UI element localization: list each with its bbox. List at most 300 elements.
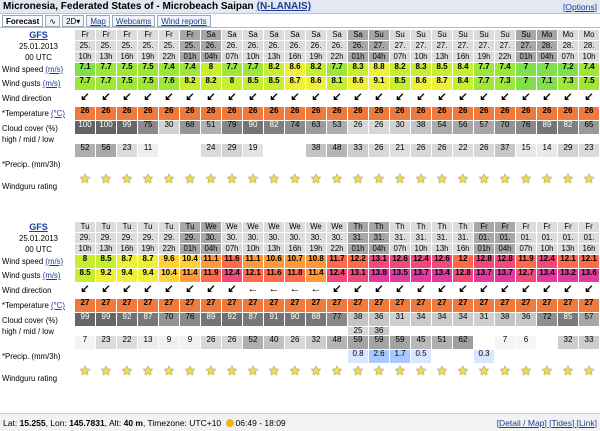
wind-direction-icon: ↙ [474, 283, 495, 299]
temperature-cell: 26 [453, 107, 474, 121]
cloud-low-cell [180, 144, 201, 158]
cloud-low-cell: 48 [327, 336, 348, 350]
hour-header-cell: 01h [516, 52, 537, 63]
wind-gusts-cell: 10.4 [159, 269, 180, 283]
star-icon: ★ [285, 172, 306, 202]
wind-gusts-cell: 8.6 [306, 77, 327, 91]
hour-header-cell: 04h [369, 244, 390, 255]
wind-direction-icon: ↙ [75, 283, 96, 299]
star-icon: ★ [264, 364, 285, 394]
options-link[interactable]: [Options] [562, 1, 597, 12]
hour-header-cell: 10h [411, 244, 432, 255]
star-icon: ★ [516, 364, 537, 394]
wind-direction-icon: ↙ [327, 91, 348, 107]
wind-speed-cell: 9.6 [159, 255, 180, 269]
date-header-cell: 26. [243, 41, 264, 52]
day-header-cell: Sa [264, 30, 285, 41]
wind-speed-cell: 11.7 [327, 255, 348, 269]
cloud-low-cell: 26 [201, 336, 222, 350]
day-header-cell: Sa [243, 30, 264, 41]
cloud-low-cell: 26 [411, 144, 432, 158]
date-header-cell: 01. [474, 233, 495, 244]
cloud-low-cell [537, 336, 558, 350]
hour-header-cell: 16h [579, 244, 600, 255]
wind-direction-icon: ↙ [264, 91, 285, 107]
temperature-cell: 27 [285, 299, 306, 313]
title-bar [0, 0, 600, 14]
star-icon: ★ [558, 172, 579, 202]
wind-direction-icon: ↙ [75, 91, 96, 107]
wind-direction-icon: ↙ [201, 91, 222, 107]
wind-speed-cell: 7 [537, 63, 558, 77]
cloud-high-cell: 70 [159, 313, 180, 327]
star-icon: ★ [537, 364, 558, 394]
wind-speed-label: Wind speed (m/s) [2, 257, 64, 266]
hour-header-cell: 01h [180, 244, 201, 255]
wind-direction-icon: ↙ [180, 91, 201, 107]
hour-header-cell: 13h [96, 244, 117, 255]
cloud-low-cell: 22 [117, 336, 138, 350]
star-icon: ★ [138, 364, 159, 394]
cloud-mid-cell [579, 327, 600, 336]
temperature-cell: 26 [474, 107, 495, 121]
wind-speed-cell: 11.6 [222, 255, 243, 269]
temperature-cell: 26 [369, 107, 390, 121]
cloud-high-cell: 31 [390, 313, 411, 327]
star-icon: ★ [390, 172, 411, 202]
date-header-cell: 27. [516, 41, 537, 52]
hour-header-cell: 13h [264, 52, 285, 63]
star-icon: ★ [327, 364, 348, 394]
hour-header-cell: 10h [75, 52, 96, 63]
model-date: 25.01.2013 [18, 42, 59, 51]
cloud-low-cell: 59 [369, 336, 390, 350]
wind-speed-cell: 7.4 [495, 63, 516, 77]
temperature-cell: 26 [117, 107, 138, 121]
cloud-low-cell: 56 [96, 144, 117, 158]
view-select[interactable]: 2D▾ [62, 15, 84, 27]
cloud-mid-cell: 25 [348, 327, 369, 336]
cloud-high-cell: 30 [159, 121, 180, 135]
temperature-cell: 26 [222, 107, 243, 121]
day-header-cell: Fr [474, 222, 495, 233]
wind-gusts-cell: 12.4 [327, 269, 348, 283]
day-header-cell: Su [411, 30, 432, 41]
day-header-cell: We [222, 222, 243, 233]
cloud-mid-cell [495, 135, 516, 144]
cloud-low-cell: 62 [453, 336, 474, 350]
star-icon: ★ [579, 364, 600, 394]
wind-gusts-cell: 9.4 [138, 269, 159, 283]
cloud-high-cell: 74 [285, 121, 306, 135]
cloud-high-cell: 79 [222, 121, 243, 135]
wind-speed-cell: 8.2 [390, 63, 411, 77]
star-icon: ★ [75, 172, 96, 202]
hour-header-cell: 13h [432, 52, 453, 63]
wind-speed-cell: 7.7 [96, 63, 117, 77]
hour-header-cell: 19h [138, 52, 159, 63]
wind-speed-cell: 8 [201, 63, 222, 77]
precip-cell [432, 350, 453, 364]
wind-direction-icon: ↙ [579, 91, 600, 107]
day-header-cell: Sa [306, 30, 327, 41]
cloud-mid-cell [495, 327, 516, 336]
wind-speed-cell: 7.4 [579, 63, 600, 77]
temperature-cell: 27 [222, 299, 243, 313]
temperature-cell: 27 [474, 299, 495, 313]
precip-label: *Precip. (mm/3h) [2, 160, 61, 169]
temperature-cell: 27 [537, 299, 558, 313]
temperature-cell: 26 [411, 107, 432, 121]
cloud-low-cell: 14 [537, 144, 558, 158]
wind-speed-cell: 7 [516, 63, 537, 77]
hour-header-cell: 16h [117, 52, 138, 63]
wind-direction-icon: ↙ [243, 91, 264, 107]
cloud-low-cell: 15 [516, 144, 537, 158]
precip-cell [432, 158, 453, 172]
cloud-high-cell: 89 [201, 313, 222, 327]
unit-link[interactable]: (m/s) [45, 257, 64, 266]
star-icon: ★ [159, 172, 180, 202]
date-header-cell: 28. [579, 41, 600, 52]
tab-wind-reports[interactable]: Wind reports [157, 15, 210, 27]
cloud-low-cell: 11 [138, 144, 159, 158]
wind-gusts-cell: 13.7 [474, 269, 495, 283]
cloud-mid-cell [474, 327, 495, 336]
wind-direction-icon: ↙ [96, 91, 117, 107]
date-header-cell: 29. [138, 233, 159, 244]
date-header-cell: 26. [306, 41, 327, 52]
date-header-cell: 27. [495, 41, 516, 52]
hour-header-cell: 01h [348, 244, 369, 255]
unit-link[interactable]: (m/s) [42, 271, 61, 280]
temperature-cell: 26 [579, 107, 600, 121]
tab-chart-icon[interactable]: ∿ [45, 15, 60, 27]
wind-gusts-cell: 7.7 [75, 77, 96, 91]
temperature-cell: 26 [75, 107, 96, 121]
cloud-high-cell: 70 [495, 121, 516, 135]
cloud-low-cell: 21 [390, 144, 411, 158]
hour-header-cell: 16h [117, 244, 138, 255]
hour-header-cell: 16h [453, 244, 474, 255]
wind-direction-label: Wind direction [2, 94, 52, 103]
temperature-cell: 26 [201, 107, 222, 121]
wind-direction-icon: ↙ [222, 91, 243, 107]
precip-cell [474, 158, 495, 172]
cloud-low-cell: 52 [243, 336, 264, 350]
day-header-cell: Fr [159, 30, 180, 41]
cloud-high-cell: 99 [75, 313, 96, 327]
star-icon: ★ [180, 364, 201, 394]
wind-direction-icon: ↙ [390, 91, 411, 107]
cloud-mid-cell [138, 327, 159, 336]
temperature-cell: 26 [264, 107, 285, 121]
wind-gusts-cell: 7.3 [495, 77, 516, 91]
unit-link[interactable]: (m/s) [42, 79, 61, 88]
date-header-cell: 30. [327, 233, 348, 244]
precip-cell [453, 350, 474, 364]
date-header-cell: 25. [138, 41, 159, 52]
day-header-cell: Tu [96, 222, 117, 233]
precip-cell [96, 350, 117, 364]
cloud-high-cell: 36 [369, 313, 390, 327]
cloud-low-cell [264, 144, 285, 158]
cloud-mid-cell [327, 327, 348, 336]
star-icon: ★ [306, 172, 327, 202]
cloud-low-cell [285, 144, 306, 158]
cloud-high-cell: 56 [453, 121, 474, 135]
wind-speed-cell: 7.5 [138, 63, 159, 77]
cloud-mid-cell [159, 135, 180, 144]
cloud-mid-cell [96, 327, 117, 336]
cloud-low-cell: 6 [516, 336, 537, 350]
cloud-low-cell: 33 [348, 144, 369, 158]
forecast-block [0, 222, 600, 412]
star-icon: ★ [432, 364, 453, 394]
cloud-high-cell: 26 [369, 121, 390, 135]
unit-link[interactable]: (°C) [50, 301, 65, 310]
precip-cell [264, 158, 285, 172]
precip-cell [138, 158, 159, 172]
footer [0, 413, 600, 431]
precip-cell [75, 350, 96, 364]
wind-gusts-cell: 7 [516, 77, 537, 91]
temperature-cell: 26 [327, 107, 348, 121]
cloud-high-cell: 87 [243, 313, 264, 327]
forecast-grid [75, 30, 600, 202]
tab-forecast[interactable]: Forecast [2, 15, 43, 27]
hour-header-cell: 07h [558, 52, 579, 63]
day-header-cell: Fr [579, 222, 600, 233]
precip-cell [222, 158, 243, 172]
cloud-mid-cell [138, 135, 159, 144]
precip-cell [180, 158, 201, 172]
date-header-cell: 31. [453, 233, 474, 244]
wind-direction-icon: ↙ [516, 283, 537, 299]
cloud-mid-cell [327, 135, 348, 144]
day-header-cell: Th [432, 222, 453, 233]
temperature-cell: 27 [327, 299, 348, 313]
temperature-cell: 26 [243, 107, 264, 121]
wind-gusts-cell: 8.5 [390, 77, 411, 91]
star-icon: ★ [96, 172, 117, 202]
wind-speed-cell: 8.6 [285, 63, 306, 77]
wind-gusts-cell: 12.8 [453, 269, 474, 283]
hour-header-cell: 22h [327, 52, 348, 63]
wind-direction-icon: ↙ [96, 283, 117, 299]
cloud-high-cell: 92 [117, 313, 138, 327]
tab-map[interactable]: Map [86, 15, 110, 27]
cloud-low-cell: 7 [75, 336, 96, 350]
temperature-cell: 26 [390, 107, 411, 121]
wind-gusts-cell: 8.4 [453, 77, 474, 91]
unit-link[interactable]: (m/s) [45, 65, 64, 74]
precip-cell [516, 350, 537, 364]
wind-gusts-cell: 8.7 [285, 77, 306, 91]
cloud-low-cell: 13 [138, 336, 159, 350]
temperature-cell: 27 [117, 299, 138, 313]
date-header-cell: 25. [117, 41, 138, 52]
precip-cell [537, 350, 558, 364]
date-header-cell: 01. [537, 233, 558, 244]
date-header-cell: 26. [348, 41, 369, 52]
wind-direction-icon: ↙ [348, 91, 369, 107]
cloud-low-cell: 59 [390, 336, 411, 350]
star-icon: ★ [474, 172, 495, 202]
wind-direction-icon: ↙ [579, 283, 600, 299]
date-header-cell: 28. [558, 41, 579, 52]
hour-header-cell: 01h [180, 52, 201, 63]
star-icon: ★ [222, 172, 243, 202]
precip-cell [369, 158, 390, 172]
cloud-high-cell: 63 [306, 121, 327, 135]
date-header-cell: 26. [222, 41, 243, 52]
day-header-cell: Su [453, 30, 474, 41]
sun-icon [226, 419, 234, 427]
date-header-cell: 01. [516, 233, 537, 244]
precip-cell: 0.3 [474, 350, 495, 364]
temperature-cell: 26 [159, 107, 180, 121]
cloud-mid-cell [558, 135, 579, 144]
wind-gusts-cell: 7.5 [117, 77, 138, 91]
cloud-mid-cell [96, 135, 117, 144]
date-header-cell: 26. [285, 41, 306, 52]
precip-cell [327, 350, 348, 364]
model-link[interactable]: GFS [29, 30, 48, 40]
wind-gusts-cell: 12.1 [243, 269, 264, 283]
day-header-cell: Th [369, 222, 390, 233]
wind-direction-icon: ↙ [453, 91, 474, 107]
cloud-high-cell: 34 [432, 313, 453, 327]
unit-link[interactable]: (°C) [50, 109, 65, 118]
day-header-cell: Tu [180, 222, 201, 233]
star-icon: ★ [243, 364, 264, 394]
wind-speed-cell: 8 [75, 255, 96, 269]
precip-cell [243, 158, 264, 172]
star-icon: ★ [453, 172, 474, 202]
hour-header-cell: 19h [138, 244, 159, 255]
cloud-high-cell: 88 [306, 313, 327, 327]
star-icon: ★ [117, 172, 138, 202]
temperature-cell: 26 [516, 107, 537, 121]
cloud-high-cell: 90 [243, 121, 264, 135]
footer-links[interactable]: [Detail / Map] [Tides] [Link] [496, 417, 597, 428]
date-header-cell: 25. [180, 41, 201, 52]
hour-header-cell: 10h [75, 244, 96, 255]
wind-speed-cell: 7.2 [558, 63, 579, 77]
cloud-mid-cell [453, 135, 474, 144]
spot-code-link[interactable]: (N-LANAIS) [256, 1, 312, 12]
wind-speed-cell: 7.7 [243, 63, 264, 77]
temperature-cell: 27 [138, 299, 159, 313]
wind-gusts-cell: 13.7 [495, 269, 516, 283]
star-icon: ★ [432, 172, 453, 202]
model-link[interactable]: GFS [29, 222, 48, 232]
temperature-cell: 26 [138, 107, 159, 121]
cloud-low-cell: 37 [495, 144, 516, 158]
model-run: 00 UTC [25, 53, 52, 62]
day-header-cell: Fr [516, 222, 537, 233]
wind-speed-cell: 11.9 [516, 255, 537, 269]
cloud-mid-cell [390, 327, 411, 336]
wind-speed-cell: 8.3 [348, 63, 369, 77]
page-title: Micronesia, Federated States of - Microbeach Saipan (N-LANAIS) [3, 1, 312, 12]
cloud-mid-cell [285, 327, 306, 336]
cloud-high-cell: 31 [474, 313, 495, 327]
cloud-mid-cell [201, 327, 222, 336]
star-icon: ★ [180, 172, 201, 202]
day-header-cell: We [201, 222, 222, 233]
cloud-mid-cell [75, 327, 96, 336]
wind-direction-icon: ↙ [327, 283, 348, 299]
cloud-mid-cell [390, 135, 411, 144]
cloud-mid-cell [558, 327, 579, 336]
day-header-cell: We [306, 222, 327, 233]
wind-gusts-cell: 8.6 [411, 77, 432, 91]
tab-webcams[interactable]: Webcams [112, 15, 155, 27]
cloud-high-cell: 87 [138, 313, 159, 327]
wind-direction-icon: ↙ [159, 91, 180, 107]
hour-header-cell: 19h [306, 244, 327, 255]
wind-direction-icon: ← [285, 283, 306, 299]
cloud-mid-cell [117, 135, 138, 144]
hour-header-cell: 19h [474, 52, 495, 63]
wind-speed-cell: 13.1 [369, 255, 390, 269]
cloud-mid-cell [411, 327, 432, 336]
hour-header-cell: 10h [411, 52, 432, 63]
date-header-cell: 27. [474, 41, 495, 52]
wind-gusts-cell: 8.5 [243, 77, 264, 91]
cloud-mid-cell [222, 327, 243, 336]
date-header-cell: 26. [327, 41, 348, 52]
date-header-cell: 26. [201, 41, 222, 52]
precip-cell [117, 158, 138, 172]
precip-cell [243, 350, 264, 364]
temperature-cell: 27 [96, 299, 117, 313]
temperature-cell: 27 [390, 299, 411, 313]
date-header-cell: 30. [201, 233, 222, 244]
wind-direction-label: Wind direction [2, 286, 52, 295]
cloud-cover-label: Cloud cover (%) high / mid / low [2, 316, 58, 336]
wind-direction-icon: ↙ [495, 91, 516, 107]
windguru-rating-label: Windguru rating [2, 374, 58, 383]
precip-cell: 1.7 [390, 350, 411, 364]
wind-speed-cell: 12.6 [390, 255, 411, 269]
date-header-cell: 31. [432, 233, 453, 244]
wind-gusts-label: Wind gusts (m/s) [2, 271, 61, 280]
precip-cell [75, 158, 96, 172]
wind-speed-cell: 8.3 [411, 63, 432, 77]
cloud-mid-cell [306, 327, 327, 336]
day-header-cell: Fr [117, 30, 138, 41]
precip-cell: 2.6 [369, 350, 390, 364]
wind-gusts-cell: 7.5 [138, 77, 159, 91]
date-header-cell: 29. [96, 233, 117, 244]
hour-header-cell: 07h [222, 244, 243, 255]
temperature-cell: 26 [306, 107, 327, 121]
temperature-cell: 26 [432, 107, 453, 121]
cloud-high-cell: 34 [453, 313, 474, 327]
hour-header-cell: 10h [243, 244, 264, 255]
temperature-cell: 26 [180, 107, 201, 121]
cloud-low-cell: 7 [495, 336, 516, 350]
wind-speed-cell: 8.4 [453, 63, 474, 77]
cloud-mid-cell [243, 327, 264, 336]
date-header-cell: 29. [159, 233, 180, 244]
cloud-cover-label: Cloud cover (%) high / mid / low [2, 124, 58, 144]
wind-gusts-cell: 7.7 [474, 77, 495, 91]
model-info [0, 30, 75, 63]
